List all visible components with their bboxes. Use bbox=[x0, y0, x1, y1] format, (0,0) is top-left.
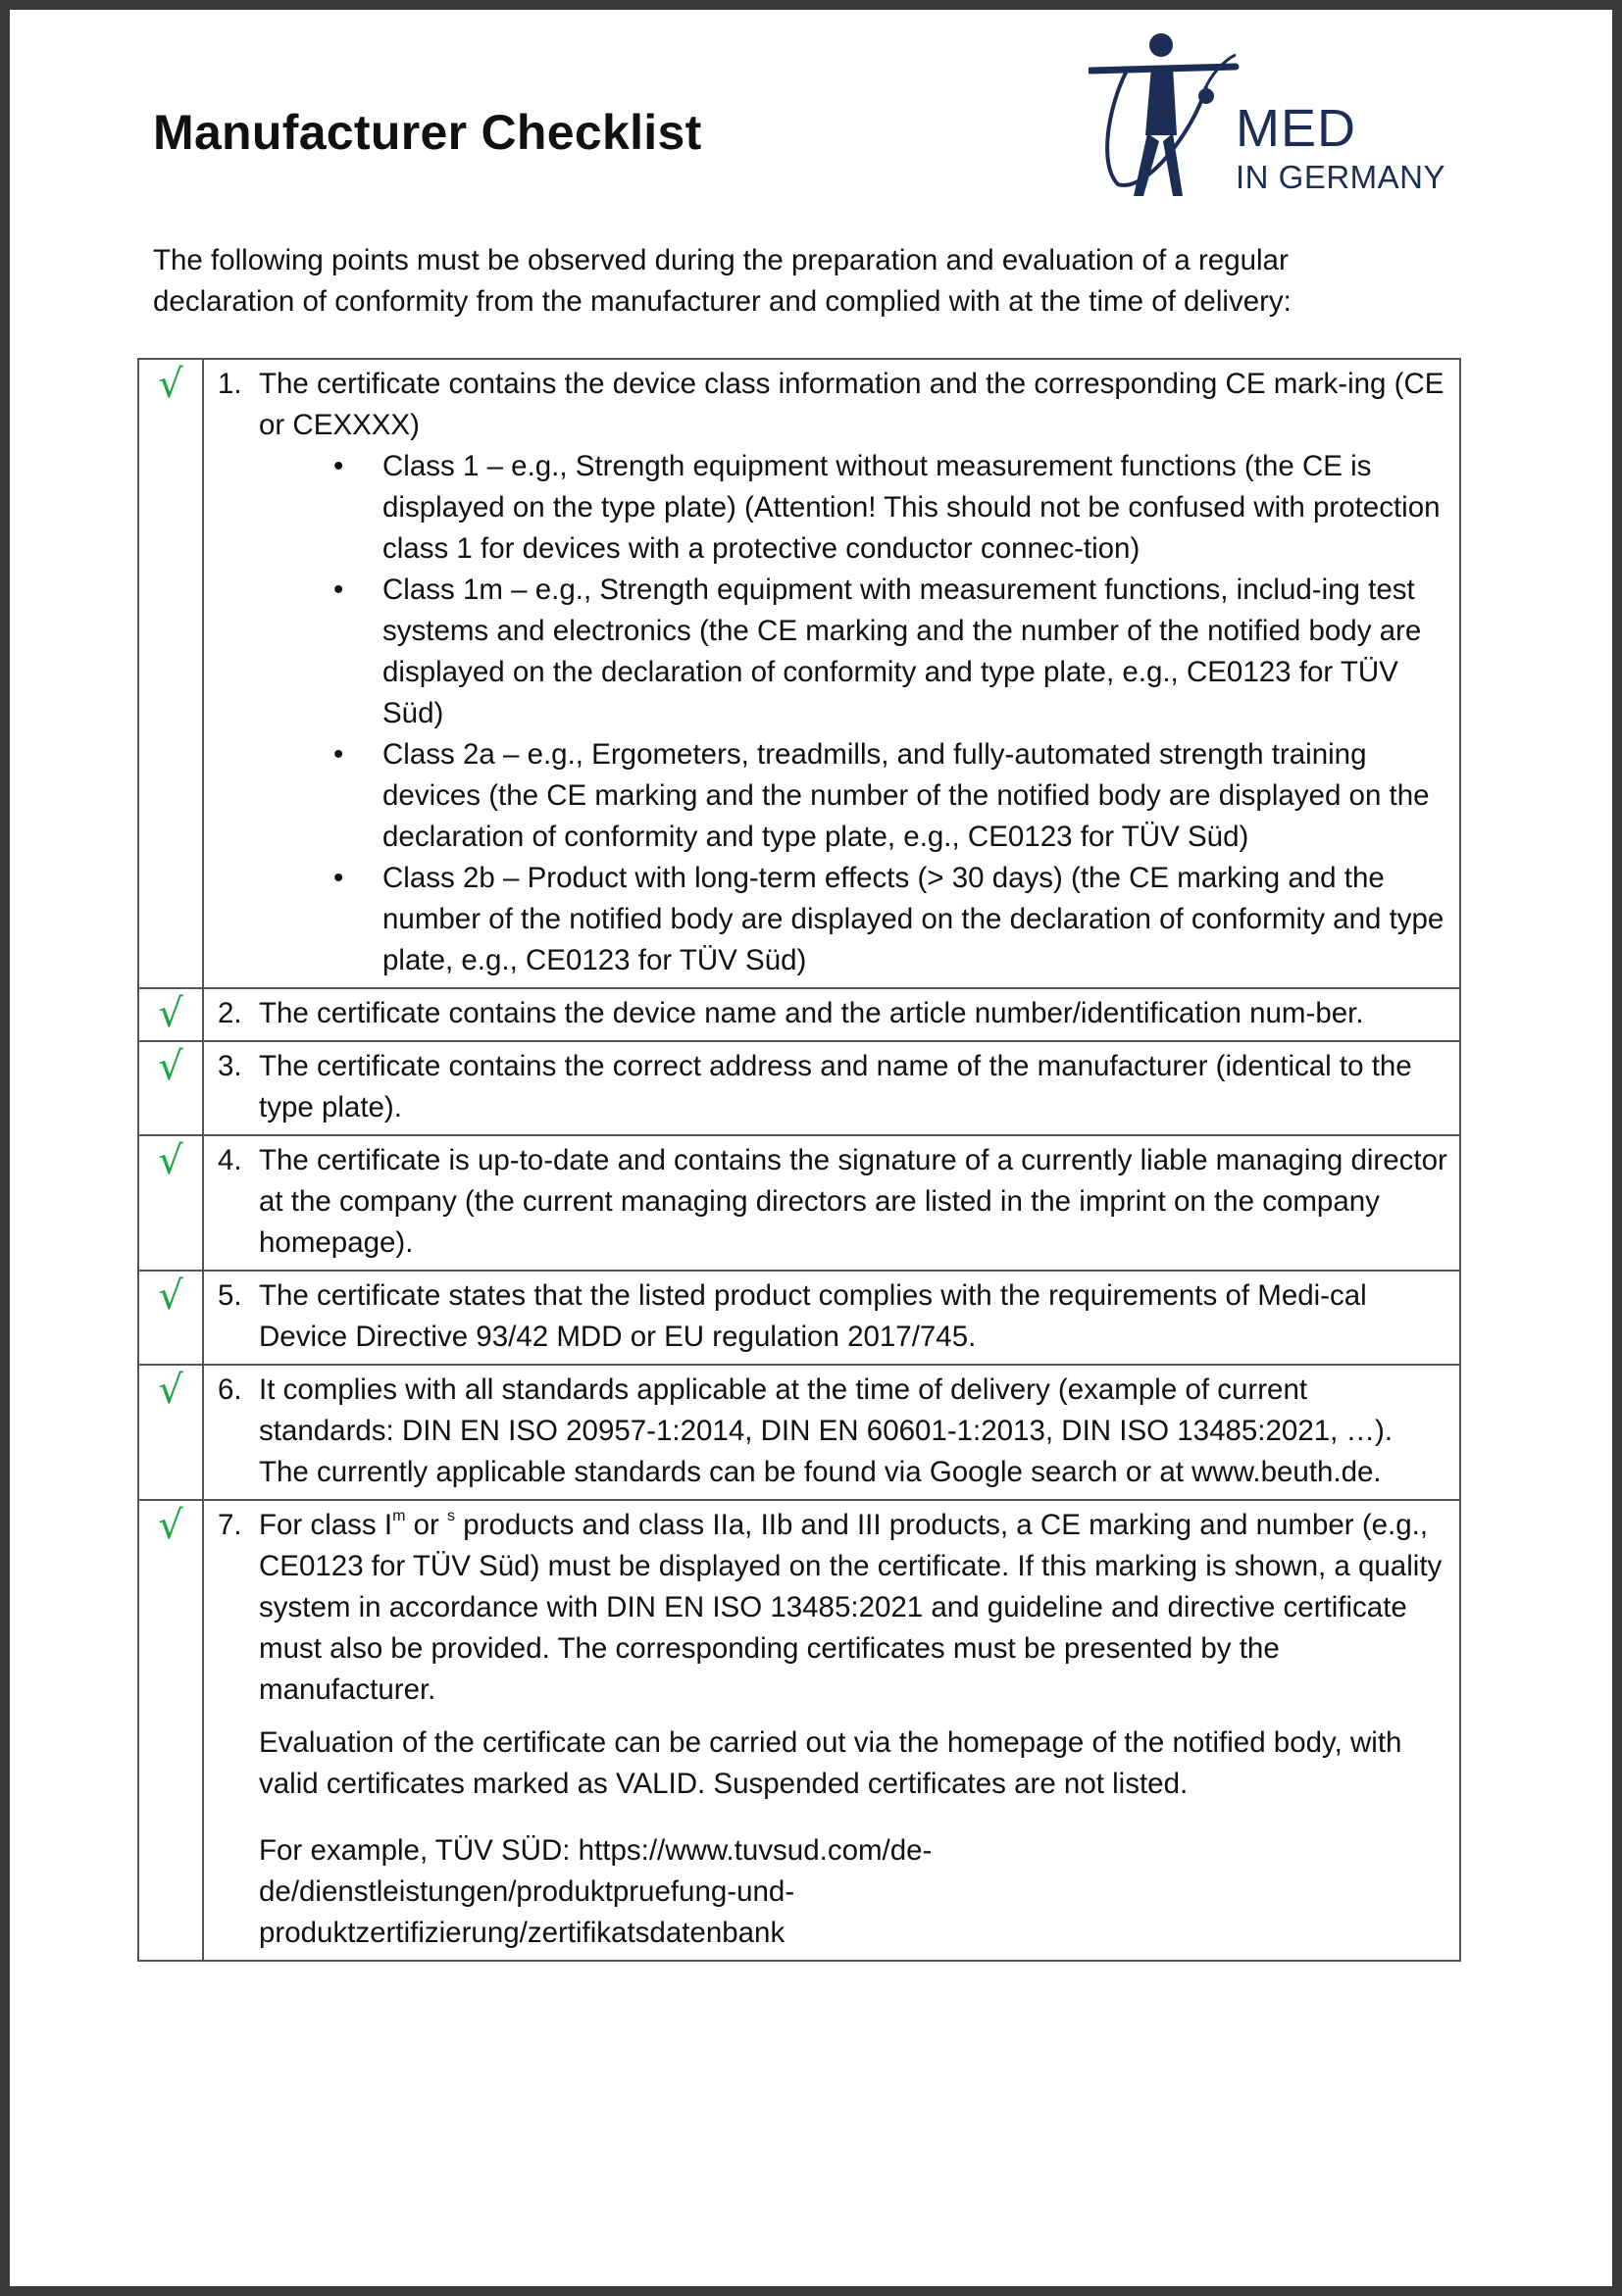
item-text-part: or bbox=[405, 1509, 448, 1541]
example-paragraph bbox=[259, 1830, 1449, 1954]
checklist-row bbox=[138, 359, 1460, 988]
checkmark-icon: √ bbox=[138, 988, 203, 1041]
page-title: Manufacturer Checklist bbox=[153, 105, 702, 160]
logo-figure-icon bbox=[1089, 27, 1245, 204]
device-class-list bbox=[218, 446, 1449, 981]
med-in-germany-logo bbox=[1089, 27, 1461, 204]
intro-line: The following points must be observed during the preparation and evaluation of a regular bbox=[153, 244, 1289, 276]
item-text: The certificate contains the correct address and name of the manufacturer (identical to the type plate). bbox=[259, 1050, 1412, 1123]
bullet-item: • Class 1 – e.g., Strength equipment without measurement functions (the CE is displayed on the type plate) (Attention! This should not be confused with protection class 1 for devices with a protective conductor connec-tion) bbox=[382, 446, 1449, 570]
item-number: 3. bbox=[218, 1050, 242, 1082]
item-text-part: products and class IIa, IIb and III products, a CE marking and number (e.g., CE0123 for TÜV Süd) must be displayed on the certificate. If this marking is shown, a quality system in accordance with DIN EN ISO 13485:2021 and guideline and directive certificate must also be provided. The corresponding certificates must be presented by the manufacturer. bbox=[259, 1509, 1443, 1706]
item-number: 2. bbox=[218, 997, 242, 1029]
bullet-item: • Class 2b – Product with long-term effects (> 30 days) (the CE marking and the number of the notified body are displayed on the declaration of conformity and type plate, e.g., CE0123 for TÜV Süd) bbox=[382, 858, 1449, 981]
item-number: 7. bbox=[218, 1509, 242, 1541]
item-text: It complies with all standards applicable at the time of delivery (example of current standards: DIN EN ISO 20957-1:2014, DIN EN 60601-1:2013, DIN ISO 13485:2021, …). The currently applicable standards can be found via Google search or at www.beuth.de. bbox=[259, 1373, 1394, 1488]
checklist-row bbox=[138, 1135, 1460, 1271]
checklist-item-4 bbox=[203, 1135, 1460, 1271]
checkmark-icon: √ bbox=[138, 1135, 203, 1271]
bullet-item: • Class 2a – e.g., Ergometers, treadmills, and fully-automated strength training devices (the CE marking and the number of the notified body are displayed on the declaration of conformity and type plate, e.g., CE0123 for TÜV Süd) bbox=[382, 734, 1449, 858]
logo-text-in-germany: IN GERMANY bbox=[1236, 159, 1446, 195]
item-text-part: For class I bbox=[259, 1509, 393, 1541]
bullet-item: • Class 1m – e.g., Strength equipment with measurement functions, includ-ing test systems and electronics (the CE marking and the number of the notified body are displayed on the declaration of conformity and type plate, e.g., CE0123 for TÜV Süd) bbox=[382, 570, 1449, 734]
checklist-item-5 bbox=[203, 1271, 1460, 1365]
checklist-item-1 bbox=[203, 359, 1460, 988]
checklist-table bbox=[137, 358, 1461, 1962]
evaluation-paragraph: Evaluation of the certificate can be carried out via the homepage of the notified body, with valid certificates marked as VALID. Suspended certificates are not listed. bbox=[259, 1726, 1402, 1800]
item-number: 5. bbox=[218, 1279, 242, 1312]
example-line: produktzertifizierung/zertifikatsdatenbank bbox=[259, 1917, 786, 1949]
checklist-row bbox=[138, 1271, 1460, 1365]
checklist-row bbox=[138, 1500, 1460, 1961]
item-number: 1. bbox=[218, 368, 242, 400]
checkmark-icon: √ bbox=[138, 1271, 203, 1365]
checkmark-icon: √ bbox=[138, 1500, 203, 1961]
superscript-m: m bbox=[392, 1508, 406, 1524]
checkmark-icon: √ bbox=[138, 1041, 203, 1135]
intro-line: declaration of conformity from the manufacturer and complied with at the time of delivery: bbox=[153, 285, 1292, 318]
example-line: For example, TÜV SÜD: https://www.tuvsud.com/de- bbox=[259, 1834, 933, 1867]
checklist-item-6 bbox=[203, 1365, 1460, 1500]
item-number: 6. bbox=[218, 1373, 242, 1406]
logo-text-med: MED bbox=[1236, 99, 1356, 158]
checklist-item-3 bbox=[203, 1041, 1460, 1135]
item-number: 4. bbox=[218, 1144, 242, 1176]
checklist-item-7 bbox=[203, 1500, 1460, 1961]
item-text: The certificate states that the listed product complies with the requirements of Medi-cal Device Directive 93/42 MDD or EU regulation 2017/745. bbox=[259, 1279, 1367, 1353]
checkmark-icon: √ bbox=[138, 1365, 203, 1500]
checkmark-icon: √ bbox=[138, 359, 203, 988]
item-text: The certificate contains the device class information and the corresponding CE mark-ing (CE or CEXXXX) bbox=[259, 368, 1445, 441]
item-text: The certificate is up-to-date and contains the signature of a currently liable managing director at the company (the current managing directors are listed in the imprint on the company homepage). bbox=[259, 1144, 1447, 1259]
document-page bbox=[10, 10, 1612, 2286]
item-text: The certificate contains the device name and the article number/identification num-ber. bbox=[259, 997, 1364, 1029]
example-line: de/dienstleistungen/produktpruefung-und- bbox=[259, 1875, 795, 1908]
checklist-item-2 bbox=[203, 988, 1460, 1041]
checklist-row bbox=[138, 988, 1460, 1041]
superscript-s: s bbox=[447, 1508, 456, 1524]
item-text bbox=[259, 1509, 1442, 1706]
checklist-row bbox=[138, 1365, 1460, 1500]
checklist-row bbox=[138, 1041, 1460, 1135]
intro-paragraph bbox=[153, 240, 1487, 323]
